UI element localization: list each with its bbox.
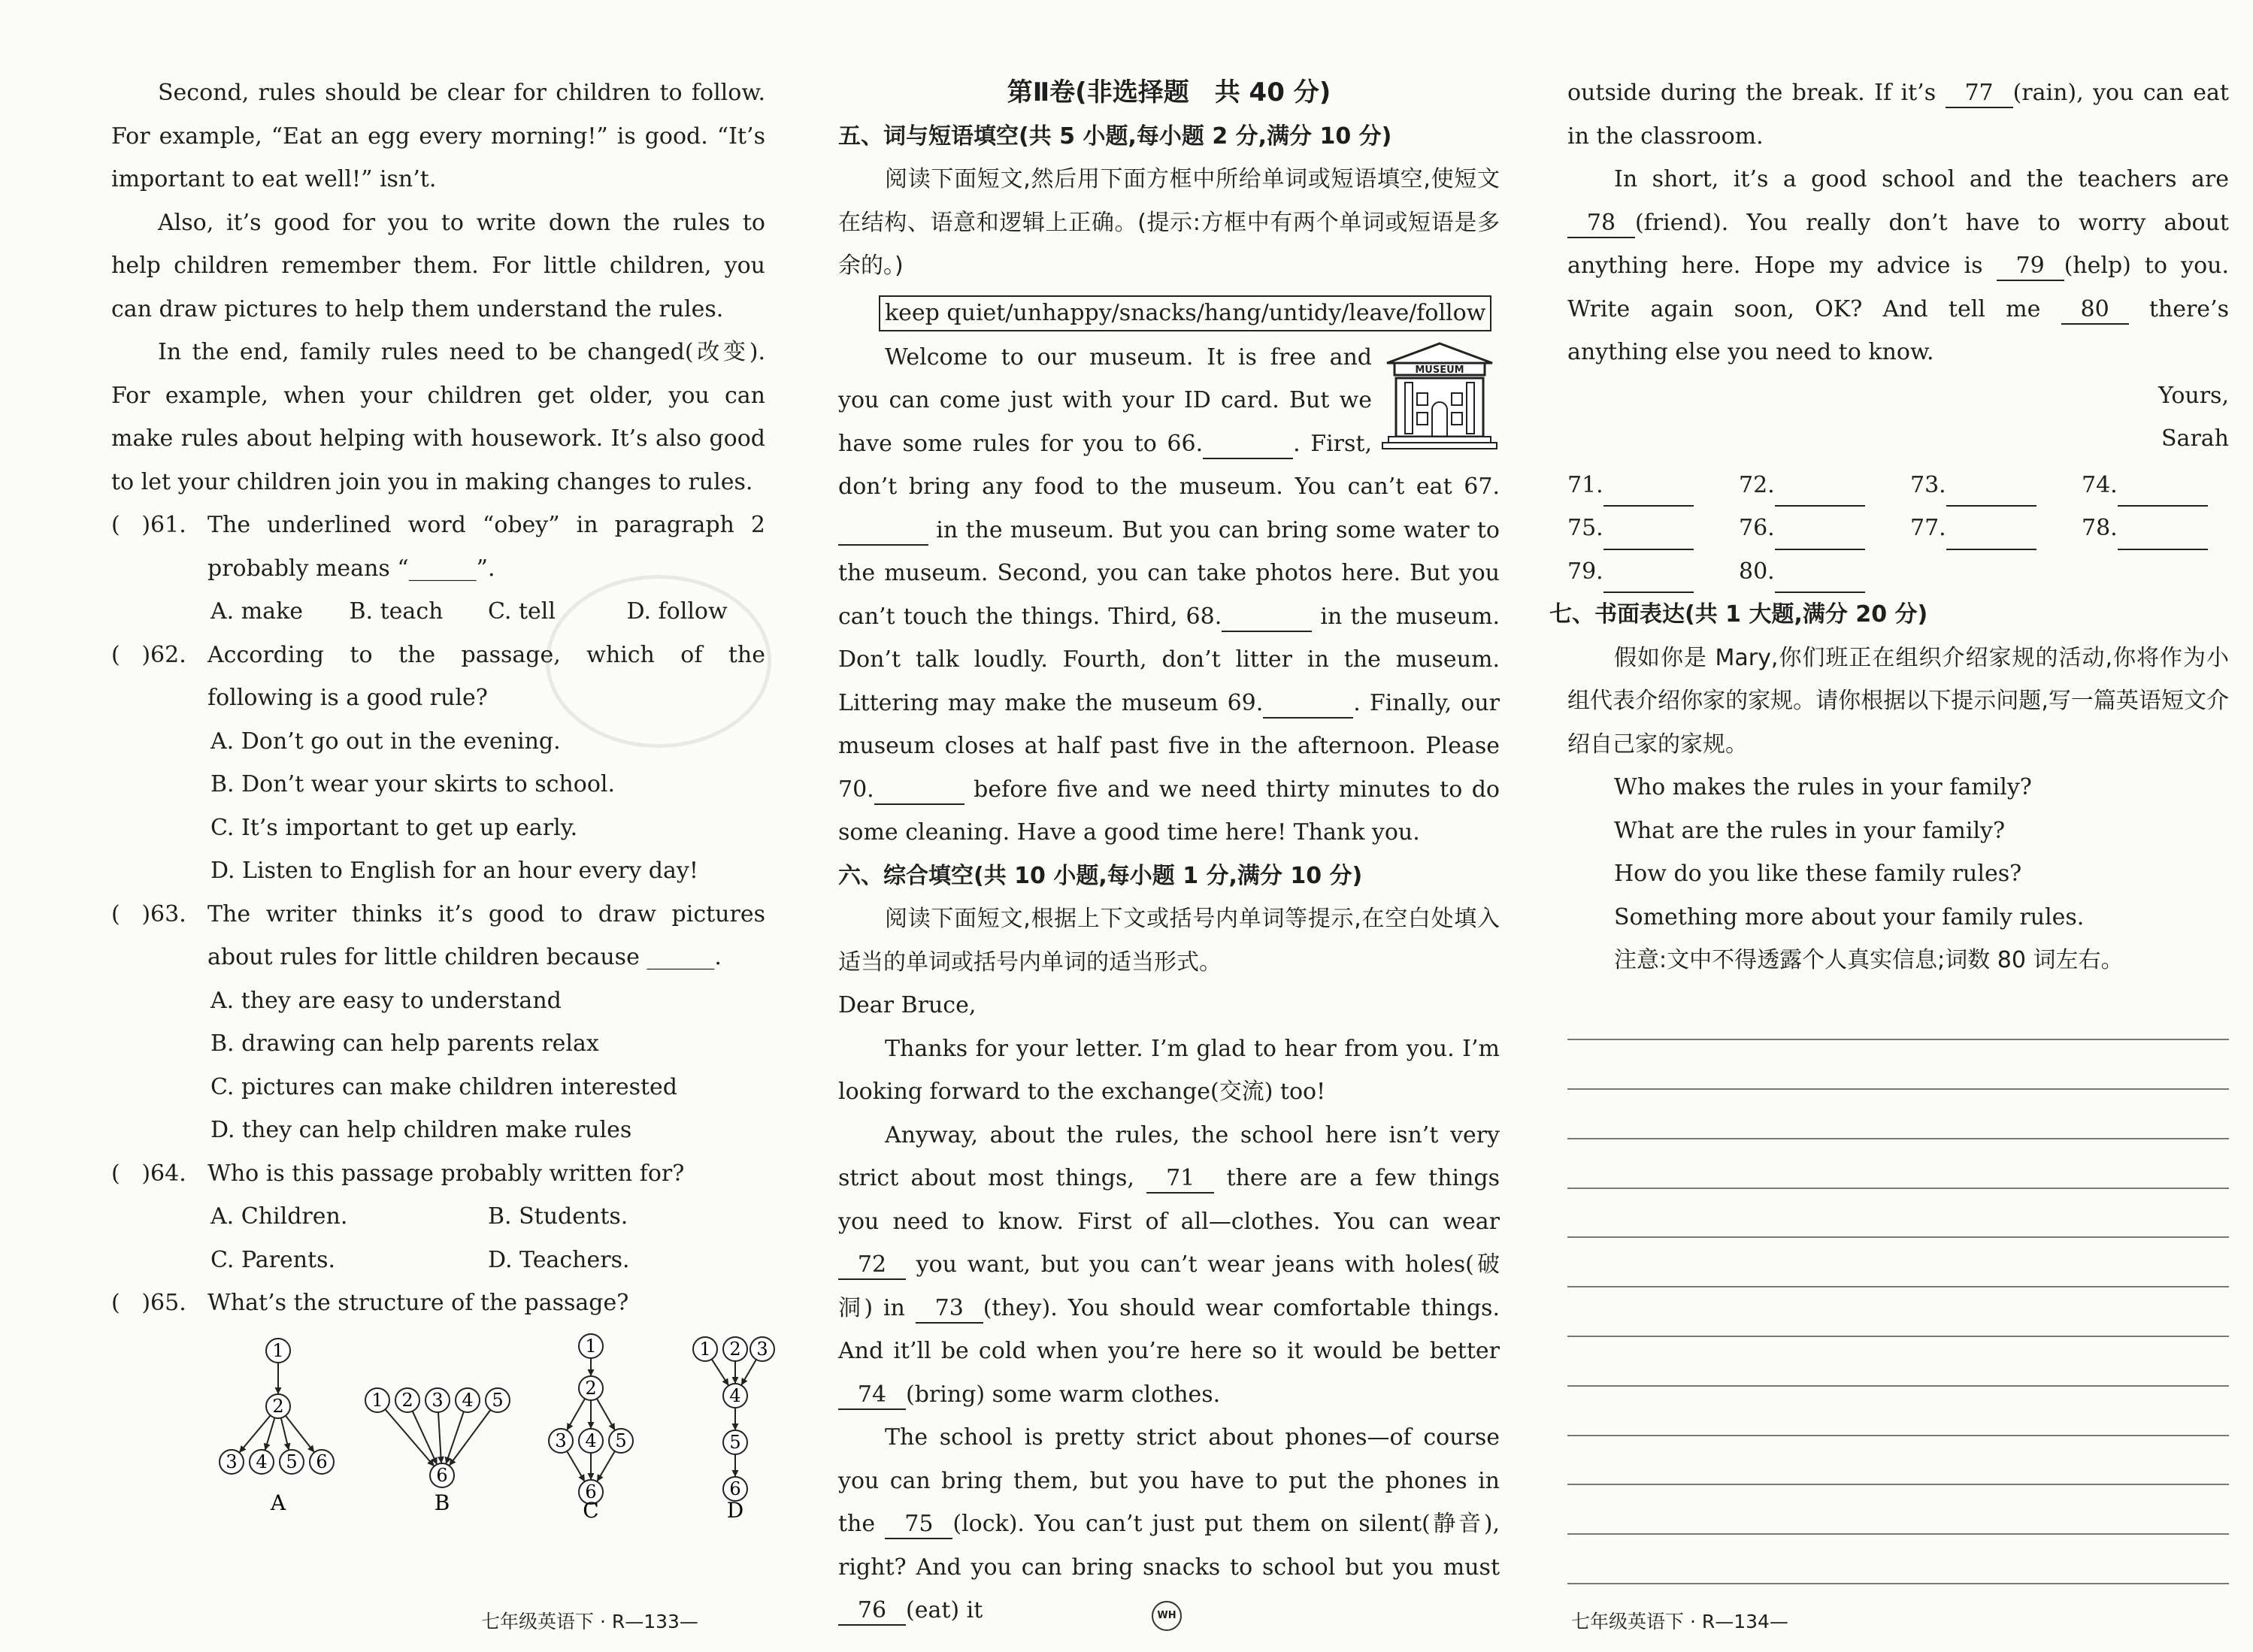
diagram-node bbox=[425, 1388, 450, 1412]
option: C. pictures can make children interested bbox=[210, 1073, 678, 1100]
diagram-node bbox=[579, 1376, 603, 1400]
letter-text: there’s anything else you need to know. bbox=[1567, 295, 2229, 365]
option: A. Children. bbox=[210, 1203, 348, 1230]
blank-66[interactable] bbox=[1203, 431, 1293, 459]
svg-text:1: 1 bbox=[585, 1335, 597, 1357]
writing-prompt: Who makes the rules in your family? bbox=[1614, 774, 2032, 800]
diagram-arrowhead bbox=[732, 1470, 739, 1477]
diagram-node bbox=[365, 1388, 389, 1412]
option: A. make bbox=[210, 598, 304, 625]
question-61 bbox=[111, 504, 765, 590]
option: A. they are easy to understand bbox=[210, 987, 562, 1014]
svg-text:6: 6 bbox=[436, 1464, 448, 1486]
diagram-arrowhead bbox=[588, 1473, 595, 1480]
blank-67[interactable] bbox=[838, 517, 928, 546]
option: C. tell bbox=[488, 598, 556, 625]
option: D. follow bbox=[626, 598, 728, 625]
svg-text:3: 3 bbox=[555, 1430, 567, 1451]
passage-paragraph: Also, it’s good for you to write down the rules to help children remember them. For little children, you can draw pictures to help them understand the rules. bbox=[111, 209, 765, 322]
question-64 bbox=[111, 1152, 765, 1196]
diagram-arrowhead bbox=[275, 1387, 282, 1394]
writing-line[interactable] bbox=[1567, 1287, 2229, 1337]
letter-paragraph: Thanks for your letter. I’m glad to hear from you. I’m looking forward to the exchange(交流) too! bbox=[838, 1035, 1500, 1105]
diagram-node bbox=[250, 1450, 274, 1474]
publisher-logo: WH bbox=[1152, 1601, 1182, 1631]
letter-paragraph bbox=[838, 1114, 1500, 1417]
blank-78[interactable]: 78 bbox=[1567, 210, 1635, 238]
writing-line[interactable] bbox=[1567, 1387, 2229, 1436]
diagram-label: C bbox=[583, 1497, 599, 1523]
writing-note: 注意:文中不得透露个人真实信息;词数 80 词左右。 bbox=[1614, 947, 2124, 973]
page-footer-right: 七年级英语下 · R—134— bbox=[1571, 1611, 1788, 1632]
blank-76[interactable]: 76 bbox=[838, 1597, 906, 1626]
writing-line[interactable] bbox=[1567, 1139, 2229, 1189]
option: B. teach bbox=[349, 598, 444, 625]
diagram-label: B bbox=[434, 1490, 450, 1515]
diagram-node bbox=[395, 1388, 419, 1412]
diagram-node bbox=[430, 1463, 454, 1487]
passage-paragraph: Second, rules should be clear for children to follow. For example, “Eat an egg every morning!” is good. “It’s important to eat well!” isn’t. bbox=[111, 80, 765, 192]
diagram-arrow bbox=[438, 1411, 441, 1463]
svg-text:1: 1 bbox=[699, 1338, 711, 1360]
option: C. Parents. bbox=[210, 1246, 336, 1273]
left-column bbox=[111, 71, 768, 1523]
answer-bracket[interactable]: ( )61. bbox=[111, 512, 186, 538]
svg-text:1: 1 bbox=[371, 1389, 383, 1411]
diagram-node bbox=[220, 1450, 244, 1474]
letter-text: (bring) some warm clothes. bbox=[906, 1381, 1221, 1408]
diagram-label: D bbox=[726, 1497, 744, 1523]
answer-slot-78[interactable]: 78. bbox=[2082, 507, 2253, 550]
right-column bbox=[1549, 71, 2229, 1584]
svg-text:2: 2 bbox=[272, 1395, 284, 1417]
question-text: According to the passage, which of the following is a good rule? bbox=[207, 641, 765, 711]
svg-text:4: 4 bbox=[462, 1389, 474, 1411]
letter-text: (help) to you. Write again soon, OK? And tell me bbox=[1567, 253, 2229, 322]
diagram-label: A bbox=[270, 1490, 286, 1515]
writing-line[interactable] bbox=[1567, 1485, 2229, 1535]
passage-paragraph: In the end, family rules need to be changed(改变). For example, when your children get older, you can make rules about helping with housework. It’s also good to let your children join you in making changes to rules. bbox=[111, 339, 765, 495]
structure-diagram-svg bbox=[111, 1333, 768, 1523]
passage-text: before five and we need thirty minutes to do some cleaning. Have a good time here! Thank you. bbox=[838, 776, 1500, 846]
blank-73[interactable]: 73 bbox=[916, 1295, 983, 1324]
diagram-arrowhead bbox=[732, 1377, 739, 1384]
letter-text: (eat) it bbox=[906, 1597, 983, 1623]
passage-text: . Finally, our museum closes at half past five in the afternoon. Please 70. bbox=[838, 689, 1500, 803]
word-box: keep quiet/unhappy/snacks/hang/untidy/leave/follow bbox=[879, 295, 1491, 331]
diagram-arrowhead bbox=[438, 1456, 444, 1463]
svg-text:1: 1 bbox=[272, 1339, 284, 1361]
answer-slot-77[interactable]: 77. bbox=[1910, 507, 2082, 550]
diagram-arrow bbox=[286, 1415, 314, 1452]
answer-bracket[interactable]: ( )62. bbox=[111, 641, 186, 668]
answer-slot-74[interactable]: 74. bbox=[2082, 464, 2253, 507]
diagram-node bbox=[456, 1388, 480, 1412]
question-text: What’s the structure of the passage? bbox=[207, 1290, 629, 1316]
svg-text:4: 4 bbox=[585, 1430, 597, 1451]
answer-slot-72[interactable]: 72. bbox=[1739, 464, 1910, 507]
diagram-node bbox=[579, 1334, 603, 1358]
question-text: Who is this passage probably written for? bbox=[207, 1160, 685, 1187]
diagram-arrow bbox=[413, 1411, 438, 1464]
svg-text:3: 3 bbox=[756, 1338, 768, 1360]
middle-column bbox=[838, 71, 1500, 1632]
writing-line[interactable] bbox=[1567, 1040, 2229, 1090]
question-63 bbox=[111, 893, 765, 979]
diagram-arrowhead bbox=[588, 1422, 595, 1429]
letter-text: there are a few things you need to know. First of all—clothes. You can wear bbox=[838, 1165, 1500, 1235]
letter-paragraph bbox=[1567, 71, 2229, 158]
question-62 bbox=[111, 634, 765, 720]
svg-text:5: 5 bbox=[492, 1389, 504, 1411]
diagram-arrowhead bbox=[284, 1442, 291, 1450]
letter-text: outside during the break. If it’s bbox=[1567, 80, 1937, 106]
option: D. Teachers. bbox=[488, 1246, 630, 1273]
writing-prompt: What are the rules in your family? bbox=[1614, 817, 2006, 844]
options-61 bbox=[111, 590, 765, 634]
letter-closing: Yours, bbox=[2158, 382, 2229, 409]
diagram-node bbox=[723, 1430, 747, 1454]
letter-text: In short, it’s a good school and the teachers are bbox=[1614, 166, 2229, 192]
letter-text: (lock). You can’t just put them on silent(静音), right? And you can bring snacks to school but you must bbox=[838, 1511, 1500, 1581]
answer-grid bbox=[1567, 464, 2229, 594]
museum-icon bbox=[1379, 340, 1500, 452]
part5-instructions: 阅读下面短文,然后用下面方框中所给单词或短语填空,使短文在结构、语意和逻辑上正确。(提示:方框中有两个单词或短语是多余的。) bbox=[838, 166, 1500, 279]
answer-slot-76[interactable]: 76. bbox=[1739, 507, 1910, 550]
diagram-node bbox=[723, 1337, 747, 1361]
diagram-arrowhead bbox=[588, 1369, 595, 1376]
part6-heading: 六、综合填空(共 10 小题,每小题 1 分,满分 10 分) bbox=[838, 862, 1363, 889]
option: B. Students. bbox=[488, 1203, 628, 1230]
option: D. they can help children make rules bbox=[210, 1117, 632, 1143]
diagram-arrowhead bbox=[732, 1424, 739, 1430]
diagram-node bbox=[693, 1337, 717, 1361]
blank-69[interactable] bbox=[1263, 690, 1353, 719]
structure-diagrams bbox=[111, 1333, 768, 1523]
blank-68[interactable] bbox=[1222, 604, 1312, 632]
svg-text:2: 2 bbox=[401, 1389, 413, 1411]
writing-line[interactable] bbox=[1567, 1238, 2229, 1287]
question-text: The writer thinks it’s good to draw pictures about rules for little children because ______. bbox=[207, 900, 765, 970]
museum-sign-text: MUSEUM bbox=[1415, 364, 1464, 376]
part6-instructions: 阅读下面短文,根据上下文或括号内单词等提示,在空白处填入适当的单词或括号内单词的适当形式。 bbox=[838, 906, 1500, 976]
answer-slot-79[interactable]: 79. bbox=[1567, 550, 1739, 594]
blank-74[interactable]: 74 bbox=[838, 1381, 906, 1410]
letter-text: (they). You should wear comfortable things. And it’ll be cold when you’re here so it would be better bbox=[838, 1294, 1500, 1364]
writing-area[interactable] bbox=[1567, 991, 2229, 1585]
diagram-arrow bbox=[385, 1409, 434, 1466]
option: D. Listen to English for an hour every day! bbox=[210, 858, 698, 884]
letter-paragraph bbox=[1567, 158, 2229, 374]
part7-instructions: 假如你是 Mary,你们班正在组织介绍家规的活动,你将作为小组代表介绍你家的家规。请你根据以下提示问题,写一篇英语短文介绍自己家的家规。 bbox=[1567, 644, 2229, 758]
letter-greeting: Dear Bruce, bbox=[838, 992, 977, 1018]
svg-text:2: 2 bbox=[585, 1377, 597, 1399]
writing-prompt: How do you like these family rules? bbox=[1614, 861, 2022, 887]
part5-heading: 五、词与短语填空(共 5 小题,每小题 2 分,满分 10 分) bbox=[838, 123, 1392, 150]
svg-text:6: 6 bbox=[316, 1451, 328, 1472]
diagram-node bbox=[266, 1394, 290, 1418]
options-64 bbox=[111, 1239, 765, 1282]
letter-text: The school is pretty strict about phones—of course you can bring them, but you have to put the phones in the bbox=[838, 1424, 1500, 1537]
blank-79[interactable]: 79 bbox=[1997, 253, 2064, 281]
diagram-arrow bbox=[446, 1411, 464, 1464]
passage-text: . First, don’t bring any food to the museum. You can’t eat 67. bbox=[838, 430, 1500, 500]
answer-slot-71[interactable]: 71. bbox=[1567, 464, 1739, 507]
option: A. Don’t go out in the evening. bbox=[210, 728, 561, 755]
blank-77[interactable]: 77 bbox=[1946, 80, 2013, 108]
blank-71[interactable]: 71 bbox=[1146, 1165, 1214, 1194]
option: B. Don’t wear your skirts to school. bbox=[210, 771, 616, 797]
letter-paragraph bbox=[838, 1416, 1500, 1632]
letter-text: (rain), you can eat in the classroom. bbox=[1567, 80, 2229, 150]
diagram-node bbox=[266, 1339, 290, 1363]
answer-bracket[interactable]: ( )63. bbox=[111, 900, 186, 927]
writing-line[interactable] bbox=[1567, 1090, 2229, 1139]
svg-text:4: 4 bbox=[729, 1384, 741, 1406]
page-footer-left: 七年级英语下 · R—133— bbox=[481, 1611, 698, 1632]
answer-bracket[interactable]: ( )65. bbox=[111, 1290, 186, 1316]
option: C. It’s important to get up early. bbox=[210, 814, 578, 841]
letter-text: (friend). You really don’t have to worry about anything here. Hope my advice is bbox=[1567, 209, 2229, 279]
question-text: The underlined word “obey” in paragraph 2 probably means “______”. bbox=[207, 512, 765, 582]
answer-slot-80[interactable]: 80. bbox=[1739, 550, 1910, 594]
svg-text:6: 6 bbox=[729, 1478, 741, 1499]
svg-text:6: 6 bbox=[585, 1481, 597, 1502]
letter-text: Anyway, about the rules, the school here isn’t very strict about most things, bbox=[838, 1121, 1500, 1191]
diagram-node bbox=[723, 1384, 747, 1408]
part5-passage bbox=[838, 336, 1500, 855]
passage-text: Welcome to our museum. It is free and you can come just with your ID card. But we have some rules for you to 66. bbox=[838, 343, 1372, 457]
svg-text:3: 3 bbox=[226, 1451, 238, 1472]
passage-text: in the museum. But you can bring some water to the museum. Second, you can take photos here. But you can’t touch the things. Third, 68. bbox=[838, 516, 1500, 630]
svg-text:5: 5 bbox=[615, 1430, 627, 1451]
blank-80[interactable]: 80 bbox=[2061, 296, 2129, 325]
blank-72[interactable]: 72 bbox=[838, 1251, 906, 1280]
answer-slot-75[interactable]: 75. bbox=[1567, 507, 1739, 550]
svg-text:2: 2 bbox=[729, 1338, 741, 1360]
diagram-node bbox=[549, 1429, 573, 1453]
letter-text: you want, but you can’t wear jeans with holes(破洞) in bbox=[838, 1251, 1500, 1321]
section-title: 第Ⅱ卷(非选择题 共 40 分) bbox=[1007, 77, 1331, 107]
diagram-node bbox=[280, 1450, 304, 1474]
writing-line[interactable] bbox=[1567, 1535, 2229, 1584]
diagram-node bbox=[609, 1429, 633, 1453]
writing-line[interactable] bbox=[1567, 1436, 2229, 1486]
writing-prompt: Something more about your family rules. bbox=[1614, 903, 2085, 930]
svg-text:3: 3 bbox=[432, 1389, 444, 1411]
diagram-node bbox=[579, 1429, 603, 1453]
options-64 bbox=[111, 1195, 765, 1239]
svg-text:5: 5 bbox=[729, 1431, 741, 1453]
writing-line[interactable] bbox=[1567, 1189, 2229, 1239]
writing-line[interactable] bbox=[1567, 1337, 2229, 1387]
question-65 bbox=[111, 1281, 765, 1325]
blank-75[interactable]: 75 bbox=[885, 1511, 952, 1539]
answer-slot-73[interactable]: 73. bbox=[1910, 464, 2082, 507]
svg-text:4: 4 bbox=[256, 1451, 268, 1472]
part7-heading: 七、书面表达(共 1 大题,满分 20 分) bbox=[1549, 601, 1928, 628]
letter-signature: Sarah bbox=[2161, 425, 2229, 452]
svg-text:5: 5 bbox=[286, 1451, 298, 1472]
diagram-node bbox=[310, 1450, 334, 1474]
option: B. drawing can help parents relax bbox=[210, 1030, 599, 1057]
blank-70[interactable] bbox=[874, 776, 964, 805]
answer-bracket[interactable]: ( )64. bbox=[111, 1160, 186, 1187]
passage-text: in the museum. Don’t talk loudly. Fourth, don’t litter in the museum. Littering may make the museum 69. bbox=[838, 603, 1500, 716]
writing-line[interactable] bbox=[1567, 991, 2229, 1041]
diagram-node bbox=[750, 1337, 774, 1361]
diagram-node bbox=[486, 1388, 510, 1412]
